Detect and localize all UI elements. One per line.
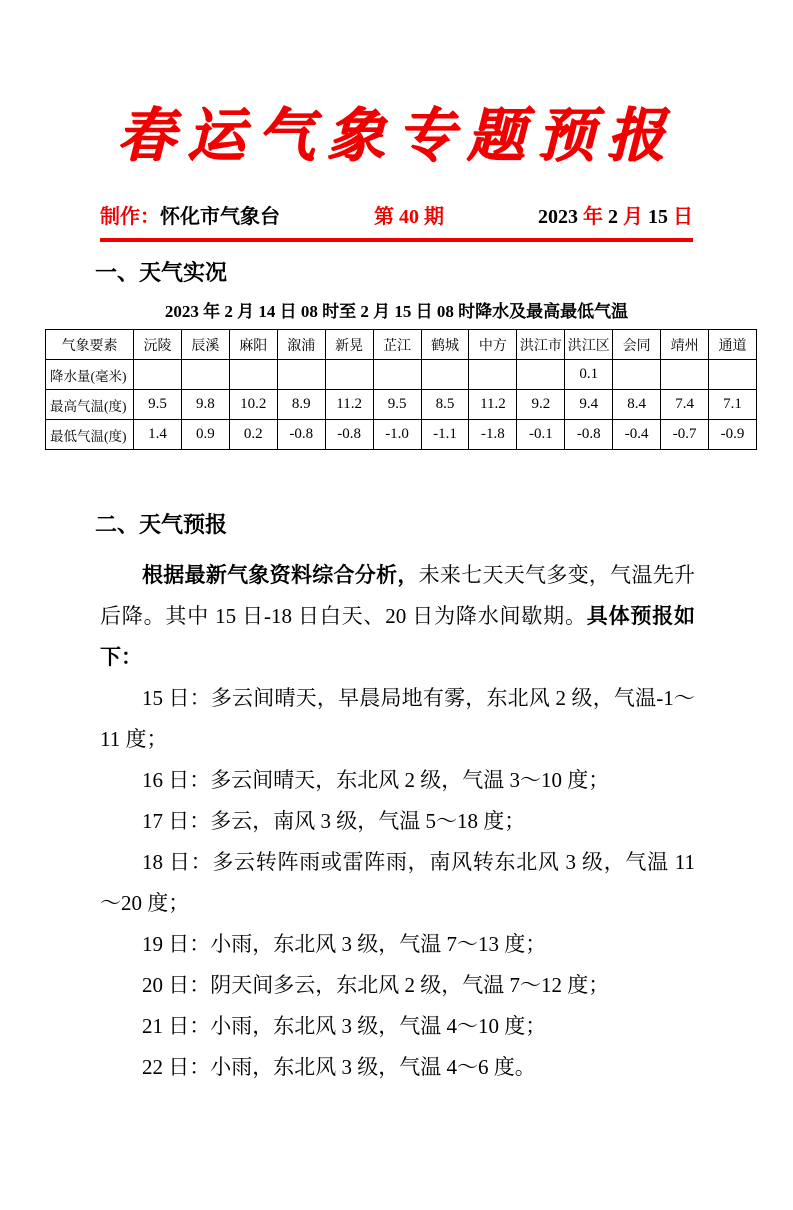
table-label-cell: 最高气温(度) xyxy=(46,390,134,420)
date-month-unit: 月 xyxy=(623,206,643,228)
table-value-cell xyxy=(325,360,373,390)
table-value-cell: 0.1 xyxy=(565,360,613,390)
forecast-line-day21: 21 日：小雨，东北风 3 级，气温 4～10 度； xyxy=(142,1014,547,1038)
table-value-cell: 9.8 xyxy=(181,390,229,420)
table-value-cell: -0.1 xyxy=(517,420,565,450)
table-value-cell xyxy=(134,360,182,390)
table-value-cell: 7.4 xyxy=(661,390,709,420)
table-header-cell: 气象要素 xyxy=(46,330,134,360)
forecast-line-day15: 15 日：多云间晴天，早晨局地有雾，东北风 2 级，气温-1～11 度； xyxy=(100,686,695,751)
table-value-cell: -0.8 xyxy=(277,420,325,450)
table-caption: 2023 年 2 月 14 日 08 时至 2 月 15 日 08 时降水及最高最低气温 xyxy=(164,302,629,321)
date-day-unit: 日 xyxy=(673,206,693,228)
table-header-cell: 中方 xyxy=(469,330,517,360)
forecast-intro xyxy=(100,555,695,678)
table-value-cell: 9.5 xyxy=(134,390,182,420)
date-day: 15 xyxy=(648,206,668,228)
table-value-cell: 0.9 xyxy=(181,420,229,450)
producer-name: 怀化市气象台 xyxy=(160,206,280,228)
table-value-cell: -0.9 xyxy=(709,420,757,450)
table-value-cell xyxy=(421,360,469,390)
table-label-cell: 降水量(毫米) xyxy=(46,360,134,390)
section1-heading: 一、天气实况 xyxy=(95,260,228,285)
table-value-cell: -0.4 xyxy=(613,420,661,450)
producer xyxy=(100,200,280,229)
weather-table xyxy=(45,329,757,450)
intro-bold-tail: 具体预报如下： xyxy=(100,604,695,669)
producer-label: 制作： xyxy=(100,206,160,228)
date-month: 2 xyxy=(608,206,618,228)
table-value-cell: 9.5 xyxy=(373,390,421,420)
table-value-cell: 8.4 xyxy=(613,390,661,420)
table-value-cell: 1.4 xyxy=(134,420,182,450)
date-year-unit: 年 xyxy=(583,206,603,228)
table-header-cell: 洪江区 xyxy=(565,330,613,360)
table-row xyxy=(46,360,757,390)
meta-row xyxy=(100,200,693,229)
forecast-line-day16: 16 日：多云间晴天，东北风 2 级，气温 3～10 度； xyxy=(142,768,610,792)
table-header-cell: 麻阳 xyxy=(229,330,277,360)
table-header-cell: 洪江市 xyxy=(517,330,565,360)
table-header-cell: 芷江 xyxy=(373,330,421,360)
table-value-cell xyxy=(229,360,277,390)
table-value-cell xyxy=(373,360,421,390)
section2-heading: 二、天气预报 xyxy=(95,512,228,537)
table-value-cell: 0.2 xyxy=(229,420,277,450)
table-value-cell: 7.1 xyxy=(709,390,757,420)
page-title: 春运气象专题预报 xyxy=(116,103,677,168)
table-value-cell: 8.9 xyxy=(277,390,325,420)
table-value-cell: 11.2 xyxy=(325,390,373,420)
table-value-cell: -0.8 xyxy=(565,420,613,450)
table-value-cell: -1.8 xyxy=(469,420,517,450)
table-header-cell: 会同 xyxy=(613,330,661,360)
table-row xyxy=(46,390,757,420)
table-value-cell: 8.5 xyxy=(421,390,469,420)
table-value-cell xyxy=(277,360,325,390)
issue-number: 第 40 期 xyxy=(374,206,444,228)
table-header-cell: 靖州 xyxy=(661,330,709,360)
table-header-cell: 新晃 xyxy=(325,330,373,360)
forecast-line-day17: 17 日：多云，南风 3 级，气温 5～18 度； xyxy=(142,809,526,833)
table-header-cell: 通道 xyxy=(709,330,757,360)
table-value-cell: -1.0 xyxy=(373,420,421,450)
table-value-cell xyxy=(613,360,661,390)
table-header-cell: 沅陵 xyxy=(134,330,182,360)
table-value-cell xyxy=(709,360,757,390)
intro-bold-lead: 根据最新气象资料综合分析， xyxy=(142,563,419,587)
forecast-line-day18: 18 日：多云转阵雨或雷阵雨，南风转东北风 3 级，气温 11～20 度； xyxy=(100,850,695,915)
table-value-cell: 10.2 xyxy=(229,390,277,420)
table-value-cell xyxy=(469,360,517,390)
table-header-cell: 辰溪 xyxy=(181,330,229,360)
intro-regular: 未来七天天气多变，气温先升后降。其中 15 日-18 日白天、20 日为降水间歇期。 xyxy=(100,563,695,628)
issue-date xyxy=(538,200,693,229)
table-header-cell: 溆浦 xyxy=(277,330,325,360)
table-row xyxy=(46,420,757,450)
table-header-row xyxy=(46,330,757,360)
table-value-cell xyxy=(517,360,565,390)
table-header-cell: 鹤城 xyxy=(421,330,469,360)
table-value-cell: -1.1 xyxy=(421,420,469,450)
table-value-cell: 9.4 xyxy=(565,390,613,420)
table-value-cell: 11.2 xyxy=(469,390,517,420)
table-value-cell xyxy=(181,360,229,390)
red-divider xyxy=(100,238,693,242)
forecast-line-day20: 20 日：阴天间多云，东北风 2 级，气温 7～12 度； xyxy=(142,973,610,997)
date-year: 2023 xyxy=(538,206,578,228)
forecast-line-day19: 19 日：小雨，东北风 3 级，气温 7～13 度； xyxy=(142,932,547,956)
table-value-cell: 9.2 xyxy=(517,390,565,420)
table-value-cell: -0.8 xyxy=(325,420,373,450)
table-label-cell: 最低气温(度) xyxy=(46,420,134,450)
forecast-line-day22: 22 日：小雨，东北风 3 级，气温 4～6 度。 xyxy=(142,1055,536,1079)
table-value-cell: -0.7 xyxy=(661,420,709,450)
table-value-cell xyxy=(661,360,709,390)
